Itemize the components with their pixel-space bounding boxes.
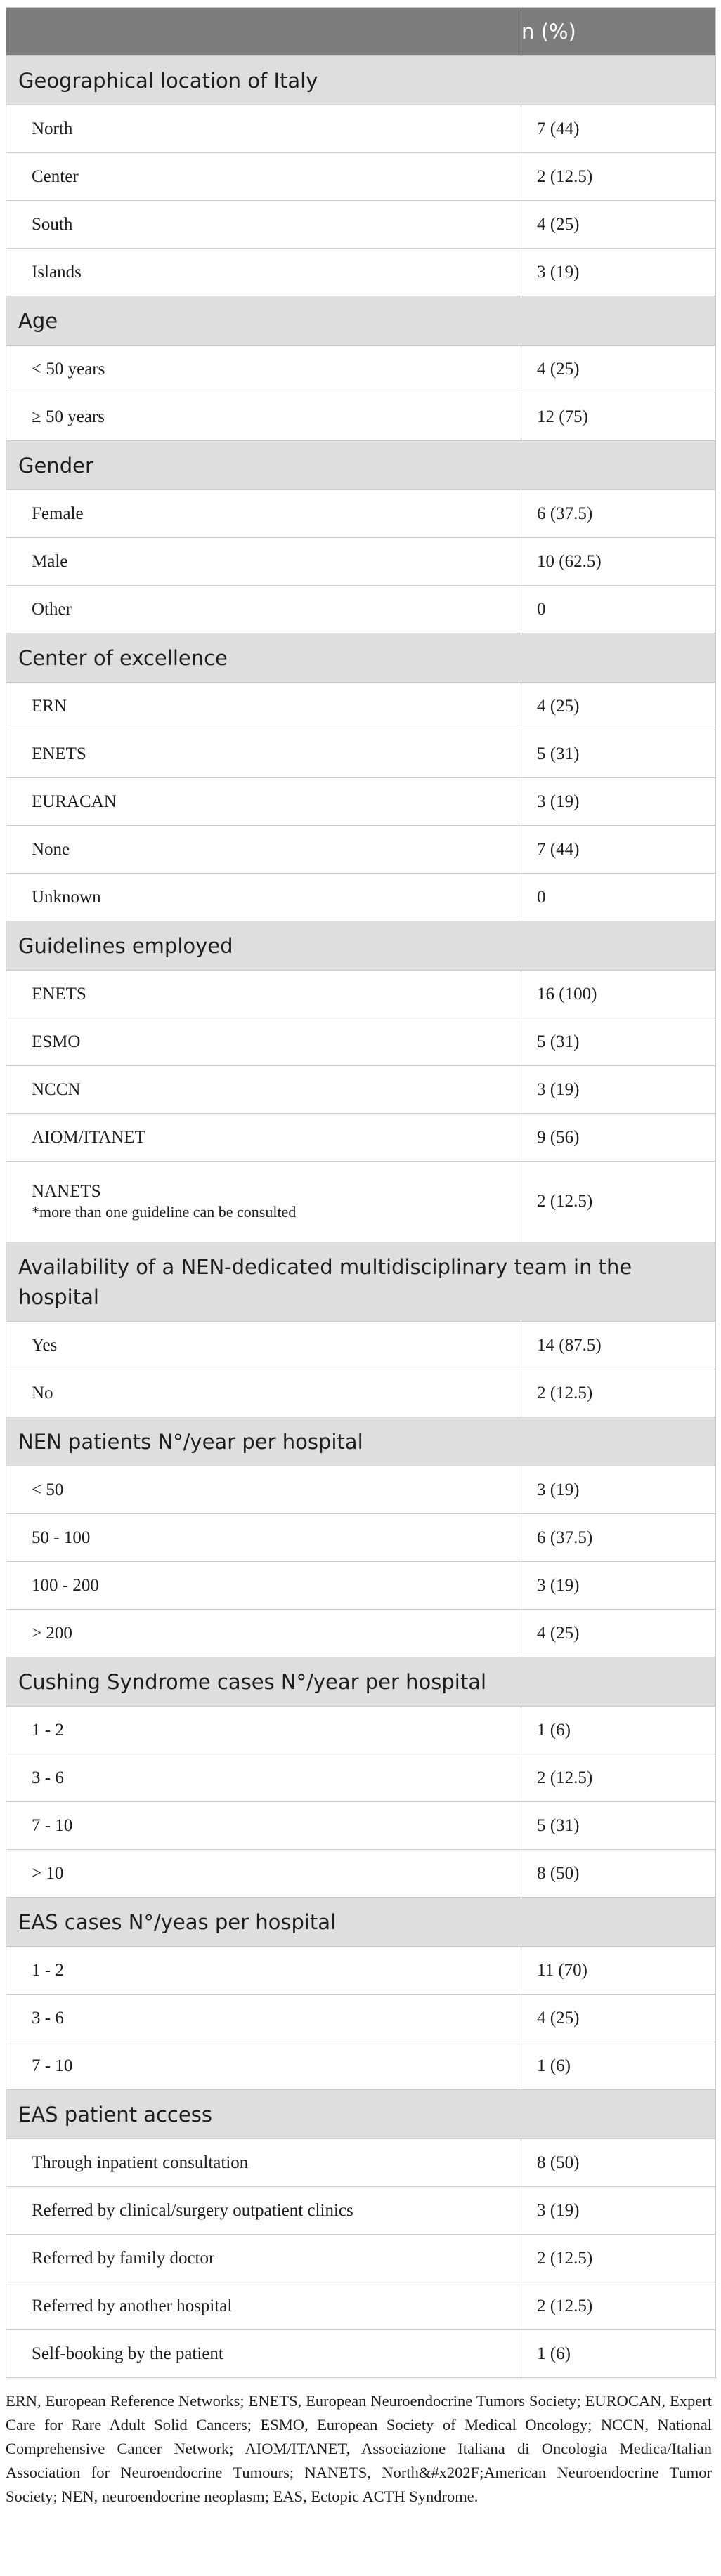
row-value-cell — [521, 730, 716, 778]
row-value: 11 (70) — [537, 1960, 587, 1980]
row-value: 8 (50) — [537, 2153, 580, 2172]
row-value-cell — [521, 1707, 716, 1754]
table-row — [6, 2235, 716, 2282]
row-value-cell — [521, 1802, 716, 1850]
section-header-row — [6, 2090, 716, 2139]
row-label: AIOM/ITANET — [32, 1127, 145, 1147]
row-label-cell — [6, 586, 521, 633]
table-row — [6, 1066, 716, 1114]
row-value: 4 (25) — [537, 1623, 580, 1643]
row-label-cell — [6, 683, 521, 730]
row-value-cell — [521, 1322, 716, 1369]
row-value: 10 (62.5) — [537, 551, 602, 571]
row-label: 100 - 200 — [32, 1575, 99, 1595]
row-value-cell — [521, 105, 716, 153]
row-value: 2 (12.5) — [537, 1383, 593, 1402]
row-label: 3 - 6 — [32, 2008, 64, 2028]
row-value: 3 (19) — [537, 1079, 580, 1099]
row-value-cell — [521, 1514, 716, 1562]
row-label: 1 - 2 — [32, 1720, 64, 1740]
row-value-cell — [521, 1610, 716, 1657]
row-value-cell — [521, 1562, 716, 1610]
table-row — [6, 393, 716, 441]
row-value-cell — [521, 1466, 716, 1514]
row-value: 7 (44) — [537, 119, 580, 138]
row-label-cell — [6, 1322, 521, 1369]
row-label-cell — [6, 249, 521, 296]
row-value-cell — [521, 1018, 716, 1066]
row-value: 8 (50) — [537, 1863, 580, 1883]
row-value: 5 (31) — [537, 1815, 580, 1835]
table-row — [6, 1947, 716, 1995]
row-label: NCCN — [32, 1079, 81, 1099]
row-value: 4 (25) — [537, 696, 580, 716]
row-value-cell — [521, 393, 716, 441]
section-title: EAS patient access — [18, 2103, 212, 2127]
section-title: Gender — [18, 454, 93, 478]
row-label: Center — [32, 166, 79, 186]
section-header-row — [6, 1242, 716, 1322]
row-value: 2 (12.5) — [537, 1768, 593, 1787]
row-label-cell — [6, 1369, 521, 1417]
section-header-row — [6, 921, 716, 971]
row-value: 4 (25) — [537, 214, 580, 234]
row-label: NANETS — [32, 1182, 101, 1201]
row-label: ESMO — [32, 1032, 81, 1051]
table-row — [6, 1322, 716, 1369]
row-label-cell — [6, 153, 521, 201]
section-header-row — [6, 1417, 716, 1466]
row-value-cell — [521, 2187, 716, 2235]
row-label: Male — [32, 551, 68, 571]
row-label-cell — [6, 201, 521, 249]
row-label-cell — [6, 538, 521, 586]
section-title-cell — [6, 441, 716, 490]
table-footnote: ERN, European Reference Networks; ENETS, European Neuroendocrine Tumors Society; EUROCAN, Expert Care for Rare Adult Solid Cancers; ESMO, European Society of Medical Oncology; NCCN, National Comprehensive Cancer Network; AIOM/ITANET, Associazione Italiana di Oncologia Medica/Italian Association for Neuroendocrine Tumours; NANETS, North&#x202F;American Neuroendocrine Tumor Society; NEN, neuroendocrine neoplasm; EAS, Ectopic ACTH Syndrome. — [6, 2392, 712, 2505]
section-title-cell — [6, 1417, 716, 1466]
row-value-cell — [521, 1850, 716, 1898]
row-label: > 200 — [32, 1623, 72, 1643]
row-value-cell — [521, 1369, 716, 1417]
row-value-cell — [521, 346, 716, 393]
table-row — [6, 2139, 716, 2187]
section-title-cell — [6, 633, 716, 683]
section-title: Guidelines employed — [18, 934, 233, 958]
row-value: 1 (6) — [537, 1720, 571, 1740]
row-value: 4 (25) — [537, 2008, 580, 2028]
table-row — [6, 1754, 716, 1802]
section-title: EAS cases N°/yeas per hospital — [18, 1910, 337, 1934]
table-row — [6, 971, 716, 1018]
row-label: ERN — [32, 696, 67, 716]
row-label-cell — [6, 105, 521, 153]
row-label-cell — [6, 1114, 521, 1162]
table-row — [6, 683, 716, 730]
row-label: Unknown — [32, 887, 101, 907]
row-label-cell — [6, 1066, 521, 1114]
row-label: Through inpatient consultation — [32, 2153, 249, 2172]
row-value: 3 (19) — [537, 262, 580, 282]
row-label-cell — [6, 971, 521, 1018]
row-value: 5 (31) — [537, 744, 580, 763]
table-row — [6, 1562, 716, 1610]
section-header-row — [6, 633, 716, 683]
header-label-column — [6, 8, 521, 56]
row-label-cell — [6, 1466, 521, 1514]
row-value: 9 (56) — [537, 1127, 580, 1147]
row-label-cell — [6, 2187, 521, 2235]
row-value-cell — [521, 538, 716, 586]
row-value-cell — [521, 2042, 716, 2090]
row-value: 5 (31) — [537, 1032, 580, 1051]
table-row — [6, 153, 716, 201]
row-value: 1 (6) — [537, 2344, 571, 2363]
row-label-cell — [6, 1018, 521, 1066]
row-value-cell — [521, 874, 716, 921]
row-label-cell — [6, 2235, 521, 2282]
row-value-cell — [521, 1162, 716, 1242]
row-value-cell — [521, 2330, 716, 2378]
row-label-cell — [6, 2282, 521, 2330]
table-row — [6, 730, 716, 778]
table-header-row — [6, 8, 716, 56]
row-label-cell — [6, 730, 521, 778]
row-value: 1 (6) — [537, 2056, 571, 2075]
table-row — [6, 1610, 716, 1657]
row-value-cell — [521, 826, 716, 874]
table-row — [6, 346, 716, 393]
table-row — [6, 105, 716, 153]
row-value: 0 — [537, 887, 546, 907]
row-value: 3 (19) — [537, 1575, 580, 1595]
row-note: *more than one guideline can be consulted — [32, 1203, 297, 1221]
row-label-cell — [6, 1754, 521, 1802]
row-label: 3 - 6 — [32, 1768, 64, 1787]
section-title-cell — [6, 296, 716, 346]
row-label: > 10 — [32, 1863, 64, 1883]
row-label: Yes — [32, 1335, 58, 1355]
row-label-cell — [6, 778, 521, 826]
table-row — [6, 778, 716, 826]
table-row — [6, 1707, 716, 1754]
row-value-cell — [521, 1066, 716, 1114]
row-label-cell — [6, 1610, 521, 1657]
table-row — [6, 490, 716, 538]
row-value: 2 (12.5) — [537, 2296, 593, 2315]
row-label: North — [32, 119, 73, 138]
row-label: Referred by clinical/surgery outpatient clinics — [32, 2200, 353, 2220]
section-title: Center of excellence — [18, 646, 228, 670]
row-value: 3 (19) — [537, 791, 580, 811]
row-label: South — [32, 214, 73, 234]
row-value: 0 — [537, 599, 546, 619]
header-count-column — [521, 8, 716, 56]
section-title: Cushing Syndrome cases N°/year per hospital — [18, 1670, 487, 1694]
row-value: 6 (37.5) — [537, 504, 593, 523]
row-label: ENETS — [32, 984, 86, 1004]
row-value: 6 (37.5) — [537, 1527, 593, 1547]
row-label: Other — [32, 599, 72, 619]
row-value-cell — [521, 586, 716, 633]
row-value-cell — [521, 971, 716, 1018]
row-label: Referred by another hospital — [32, 2296, 233, 2315]
row-label-cell — [6, 1995, 521, 2042]
table-row — [6, 1018, 716, 1066]
table-row — [6, 201, 716, 249]
row-value-cell — [521, 153, 716, 201]
row-value-cell — [521, 1754, 716, 1802]
row-label-cell — [6, 874, 521, 921]
row-label-cell — [6, 1162, 521, 1242]
row-label-cell — [6, 1850, 521, 1898]
section-title: Geographical location of Italy — [18, 69, 318, 93]
row-value: 2 (12.5) — [537, 1192, 593, 1211]
header-count-label: n (%) — [521, 20, 576, 44]
row-value-cell — [521, 2235, 716, 2282]
row-label-cell — [6, 826, 521, 874]
row-label-cell — [6, 346, 521, 393]
row-label-cell — [6, 1802, 521, 1850]
row-label-cell — [6, 490, 521, 538]
table-row — [6, 586, 716, 633]
row-value-cell — [521, 683, 716, 730]
section-header-row — [6, 56, 716, 105]
row-label-cell — [6, 2139, 521, 2187]
table-row — [6, 1162, 716, 1242]
table-row — [6, 249, 716, 296]
table-row — [6, 1995, 716, 2042]
row-label: 7 - 10 — [32, 2056, 73, 2075]
section-title-cell — [6, 56, 716, 105]
row-value: 2 (12.5) — [537, 2248, 593, 2268]
section-header-row — [6, 1657, 716, 1707]
table-body — [6, 56, 716, 2378]
row-value-cell — [521, 490, 716, 538]
row-label-cell — [6, 393, 521, 441]
row-value: 4 (25) — [537, 359, 580, 379]
survey-table-container — [6, 7, 715, 2509]
section-title-cell — [6, 1657, 716, 1707]
row-value-cell — [521, 2139, 716, 2187]
section-title-cell — [6, 1898, 716, 1947]
table-row — [6, 2187, 716, 2235]
table-row — [6, 874, 716, 921]
row-label-cell — [6, 2042, 521, 2090]
section-header-row — [6, 296, 716, 346]
row-value-cell — [521, 2282, 716, 2330]
row-label: 50 - 100 — [32, 1527, 91, 1547]
row-label: EURACAN — [32, 791, 117, 811]
row-value: 3 (19) — [537, 2200, 580, 2220]
row-value-cell — [521, 778, 716, 826]
row-value-cell — [521, 1114, 716, 1162]
row-label: ENETS — [32, 744, 86, 763]
table-row — [6, 1114, 716, 1162]
row-value: 3 (19) — [537, 1480, 580, 1499]
row-label: Female — [32, 504, 84, 523]
row-label: 7 - 10 — [32, 1815, 73, 1835]
section-header-row — [6, 1898, 716, 1947]
row-value: 14 (87.5) — [537, 1335, 602, 1355]
row-value-cell — [521, 1947, 716, 1995]
table-row — [6, 826, 716, 874]
row-value-cell — [521, 1995, 716, 2042]
table-row — [6, 2330, 716, 2378]
row-label: < 50 — [32, 1480, 64, 1499]
row-value: 12 (75) — [537, 407, 588, 426]
table-row — [6, 1369, 716, 1417]
row-label-cell — [6, 1562, 521, 1610]
table-row — [6, 2042, 716, 2090]
row-label: Self-booking by the patient — [32, 2344, 223, 2363]
table-row — [6, 538, 716, 586]
row-value: 16 (100) — [537, 984, 597, 1004]
row-label: None — [32, 839, 70, 859]
row-label: Islands — [32, 262, 82, 282]
row-value: 2 (12.5) — [537, 166, 593, 186]
section-title: NEN patients N°/year per hospital — [18, 1430, 363, 1454]
row-label-cell — [6, 1514, 521, 1562]
row-label: Referred by family doctor — [32, 2248, 215, 2268]
row-label: < 50 years — [32, 359, 105, 379]
row-label-cell — [6, 2330, 521, 2378]
table-row — [6, 1514, 716, 1562]
row-value-cell — [521, 249, 716, 296]
table-row — [6, 2282, 716, 2330]
row-label: 1 - 2 — [32, 1960, 64, 1980]
table-row — [6, 1466, 716, 1514]
row-value-cell — [521, 201, 716, 249]
table-row — [6, 1850, 716, 1898]
section-title-cell — [6, 1242, 716, 1322]
row-label-cell — [6, 1707, 521, 1754]
table-row — [6, 1802, 716, 1850]
survey-results-table — [6, 7, 716, 2378]
row-label: ≥ 50 years — [32, 407, 105, 426]
section-title-cell — [6, 921, 716, 971]
section-title-cell — [6, 2090, 716, 2139]
section-header-row — [6, 441, 716, 490]
row-label-cell — [6, 1947, 521, 1995]
row-value: 7 (44) — [537, 839, 580, 859]
section-title: Availability of a NEN-dedicated multidisciplinary team in the hospital — [18, 1255, 632, 1309]
row-label: No — [32, 1383, 53, 1402]
section-title: Age — [18, 309, 58, 333]
